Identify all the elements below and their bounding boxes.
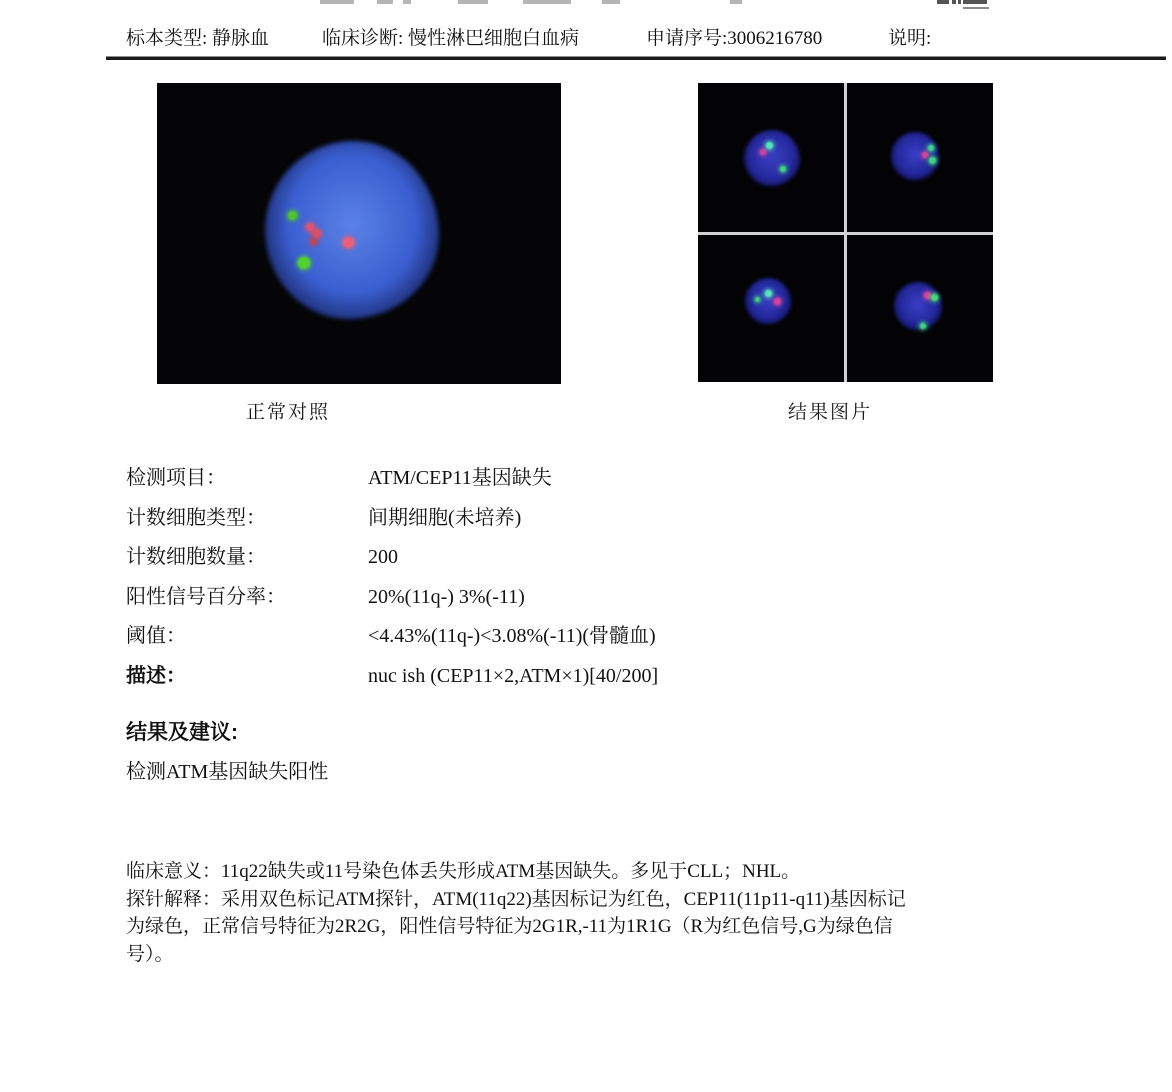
footer-line-1: 临床意义：11q22缺失或11号染色体丢失形成ATM基因缺失。多见于CLL；NHL。 (126, 861, 801, 882)
field-label: 标本类型: (126, 28, 213, 49)
text-remnant (958, 0, 961, 4)
text-remnant (403, 0, 411, 4)
results-cell-4 (847, 235, 993, 382)
detail-value-cell-type: 间期细胞(未培养) (368, 506, 522, 529)
detail-label-positive-rate: 阳性信号百分率： (126, 585, 286, 608)
detail-row-threshold (126, 626, 658, 647)
fish-signal-dot (931, 294, 938, 301)
cell-nucleus (894, 282, 942, 330)
field-value: 3006216780 (727, 28, 823, 49)
field-value: 静脉血 (212, 28, 270, 49)
results-conclusion-text: 检测ATM基因缺失阳性 (126, 761, 329, 783)
fish-signal-dot (928, 145, 934, 151)
fish-signal-dot (920, 323, 926, 329)
fish-signal-dot (288, 211, 297, 220)
detail-label-test-item: 检测项目： (126, 467, 226, 489)
fish-signal-dot (298, 257, 310, 269)
text-remnant (963, 7, 989, 9)
fish-signal-dot (766, 142, 773, 149)
text-remnant (320, 0, 354, 4)
results-cell-1 (698, 83, 844, 232)
footer-line-2: 探针解释：采用双色标记ATM探针，ATM(11q22)基因标记为红色，CEP11(11p11-q11)基因标记 (126, 888, 906, 910)
control-fish-image (157, 83, 561, 384)
detail-row-positive-rate (126, 587, 658, 608)
results-fish-image-grid (698, 83, 993, 382)
fish-signal-dot (922, 152, 928, 158)
fish-signal-dot (312, 229, 321, 238)
footer-line-3: 为绿色，正常信号特征为2R2G，阳性信号特征为2G1R,-11为1R1G（R为红色信号,G为绿色信 (126, 916, 893, 937)
cell-nucleus (744, 130, 800, 186)
detail-label-cell-type: 计数细胞类型： (126, 506, 266, 529)
text-remnant (952, 0, 956, 4)
field-value: 慢性淋巴细胞白血病 (408, 28, 580, 49)
fish-signal-dot (924, 292, 931, 299)
results-cell-2 (847, 83, 993, 232)
detail-row-cell-count (126, 547, 658, 568)
clipped-top-row-remnant (0, 0, 1172, 10)
text-remnant (458, 0, 488, 4)
text-remnant (937, 0, 949, 4)
text-remnant (523, 0, 571, 4)
fish-signal-dot (765, 290, 772, 297)
fish-signal-dot (755, 297, 760, 302)
field-label: 申请序号: (646, 28, 728, 49)
detail-label-cell-count: 计数细胞数量： (126, 546, 266, 569)
text-remnant (602, 0, 620, 4)
text-remnant (963, 0, 987, 4)
header-field-specimen-type (126, 23, 269, 50)
fish-signal-dot (774, 298, 781, 305)
field-label: 说明: (888, 28, 932, 49)
results-cell-3 (698, 235, 844, 382)
header-field-clinical-diagnosis (322, 23, 579, 50)
detail-value-description: nuc ish (CEP11×2,ATM×1)[40/200] (368, 664, 659, 687)
cell-nucleus (745, 278, 791, 324)
cell-nucleus (265, 141, 439, 319)
detail-row-description (126, 666, 658, 687)
footer-notes (126, 858, 1081, 968)
detail-value-cell-count: 200 (368, 546, 398, 569)
field-label: 临床诊断: (322, 28, 409, 49)
header-field-note (888, 23, 931, 50)
test-details-table (126, 468, 658, 706)
fish-signal-dot (760, 149, 766, 155)
detail-row-test-item (126, 468, 658, 489)
fish-signal-dot (780, 166, 786, 172)
header-field-application-no (646, 23, 822, 50)
detail-row-cell-type (126, 508, 658, 529)
text-remnant (377, 0, 393, 4)
detail-label-description: 描述： (126, 664, 186, 687)
header-divider (106, 56, 1166, 60)
footer-line-4: 号）。 (126, 943, 174, 965)
results-heading: 结果及建议: (126, 721, 238, 744)
fish-signal-dot (310, 238, 317, 245)
text-remnant (730, 0, 742, 4)
detail-label-threshold: 阈值： (126, 625, 186, 648)
detail-value-positive-rate: 20%(11q-) 3%(-11) (368, 585, 525, 608)
detail-value-threshold: <4.43%(11q-)<3.08%(-11)(骨髓血) (368, 625, 656, 648)
fish-signal-dot (343, 237, 354, 248)
detail-value-test-item: ATM/CEP11基因缺失 (368, 467, 552, 489)
fish-signal-dot (929, 157, 936, 164)
report-header-row (0, 23, 1172, 47)
control-image-caption: 正常对照 (246, 402, 331, 423)
results-image-caption: 结果图片 (788, 402, 873, 423)
